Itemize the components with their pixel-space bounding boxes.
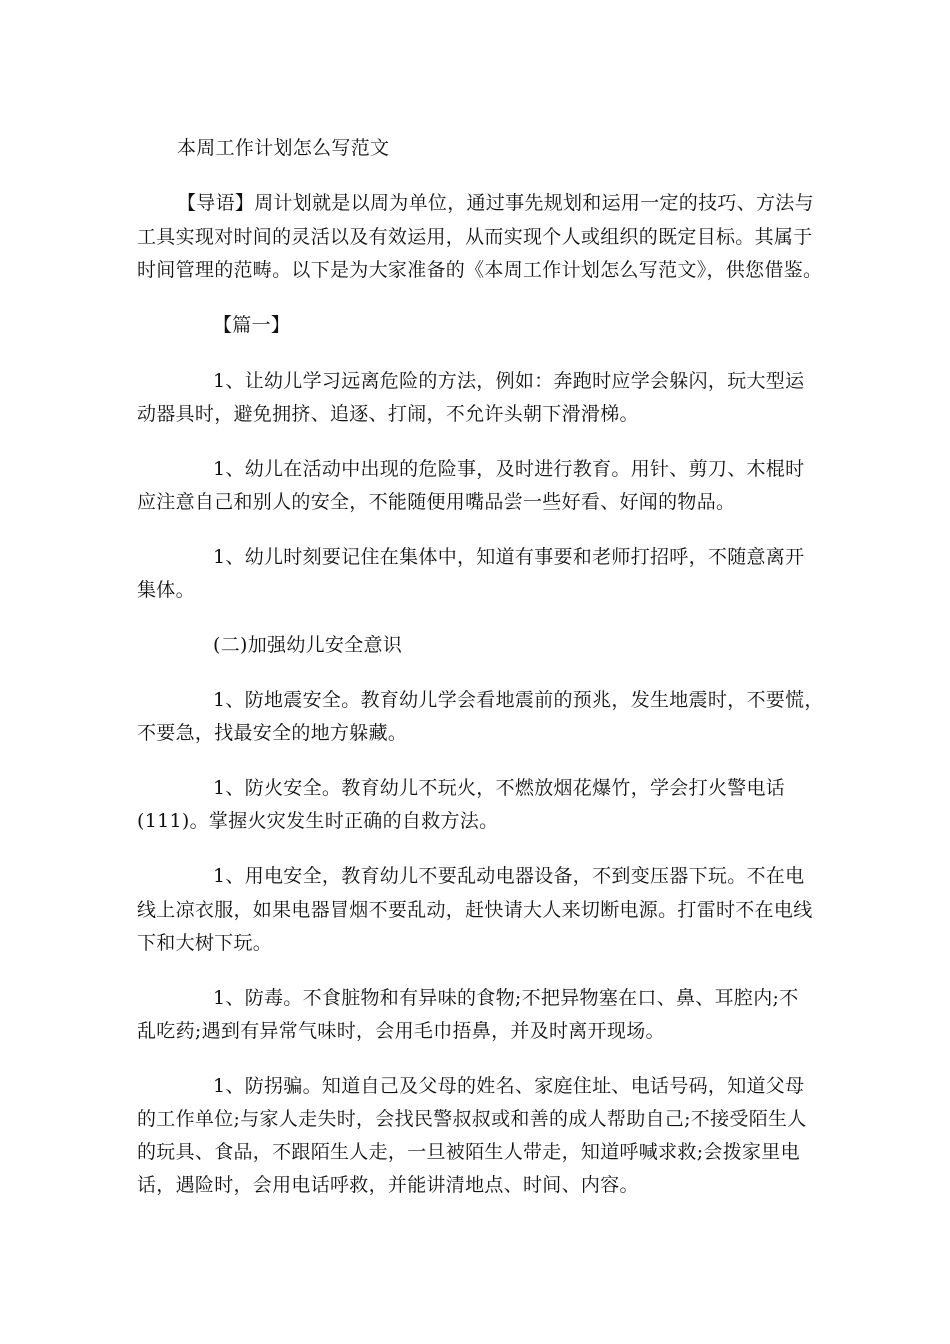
paragraph-line: 的工作单位;与家人走失时，会找民警叔叔或和善的成人帮助自己;不接受陌生人: [137, 1108, 807, 1130]
paragraph-line: 1、防毒。不食脏物和有异味的食物;不把异物塞在口、鼻、耳腔内;不: [213, 987, 799, 1009]
paragraph-line: 不要急，找最安全的地方躲藏。: [137, 722, 408, 744]
paragraph-line: 应注意自己和别人的安全，不能随便用嘴品尝一些好看、好闻的物品。: [137, 491, 736, 513]
paragraph-line: 1、让幼儿学习远离危险的方法，例如：奔跑时应学会躲闪，玩大型运: [213, 370, 805, 392]
paragraph-line: 1、用电安全，教育幼儿不要乱动电器设备，不到变压器下玩。不在电: [213, 865, 805, 887]
paragraph-line: 下和大树下玩。: [137, 932, 273, 954]
paragraph-line: (二)加强幼儿安全意识: [213, 634, 403, 656]
intro-line: 工具实现对时间的灵活以及有效运用，从而实现个人或组织的既定目标。其属于: [137, 226, 813, 248]
paragraph-line: 1、防拐骗。知道自己及父母的姓名、家庭住址、电话号码，知道父母: [213, 1075, 805, 1097]
paragraph-line: 的玩具、食品，不跟陌生人走，一旦被陌生人带走，知道呼喊求救;会拨家里电: [137, 1141, 800, 1163]
paragraph-line: 1、防火安全。教育幼儿不玩火，不燃放烟花爆竹，学会打火警电话: [213, 777, 786, 799]
document-title: 本周工作计划怎么写范文: [177, 137, 390, 159]
paragraph-line: 乱吃药;遇到有异常气味时，会用毛巾捂鼻，并及时离开现场。: [137, 1020, 665, 1042]
intro-line: 时间管理的范畴。以下是为大家准备的《本周工作计划怎么写范文》，供您借鉴。: [137, 259, 823, 281]
paragraph-line: (111)。掌握火灾发生时正确的自救方法。: [137, 810, 499, 832]
paragraph-line: 线上凉衣服，如果电器冒烟不要乱动，赶快请大人来切断电源。打雷时不在电线: [137, 899, 813, 921]
paragraph-line: 1、幼儿在活动中出现的危险事，及时进行教育。用针、剪刀、木棍时: [213, 458, 805, 480]
paragraph-line: 1、防地震安全。教育幼儿学会看地震前的预兆，发生地震时，不要慌，: [213, 689, 824, 711]
paragraph-line: 1、幼儿时刻要记住在集体中，知道有事要和老师打招呼，不随意离开: [213, 546, 805, 568]
section-heading: 【篇一】: [213, 314, 291, 336]
paragraph-line: 集体。: [137, 579, 195, 601]
paragraph-line: 话，遇险时，会用电话呼救，并能讲清地点、时间、内容。: [137, 1174, 639, 1196]
intro-line: 【导语】周计划就是以周为单位，通过事先规划和运用一定的技巧、方法与: [177, 192, 814, 214]
paragraph-line: 动器具时，避免拥挤、追逐、打闹，不允许头朝下滑滑梯。: [137, 403, 639, 425]
